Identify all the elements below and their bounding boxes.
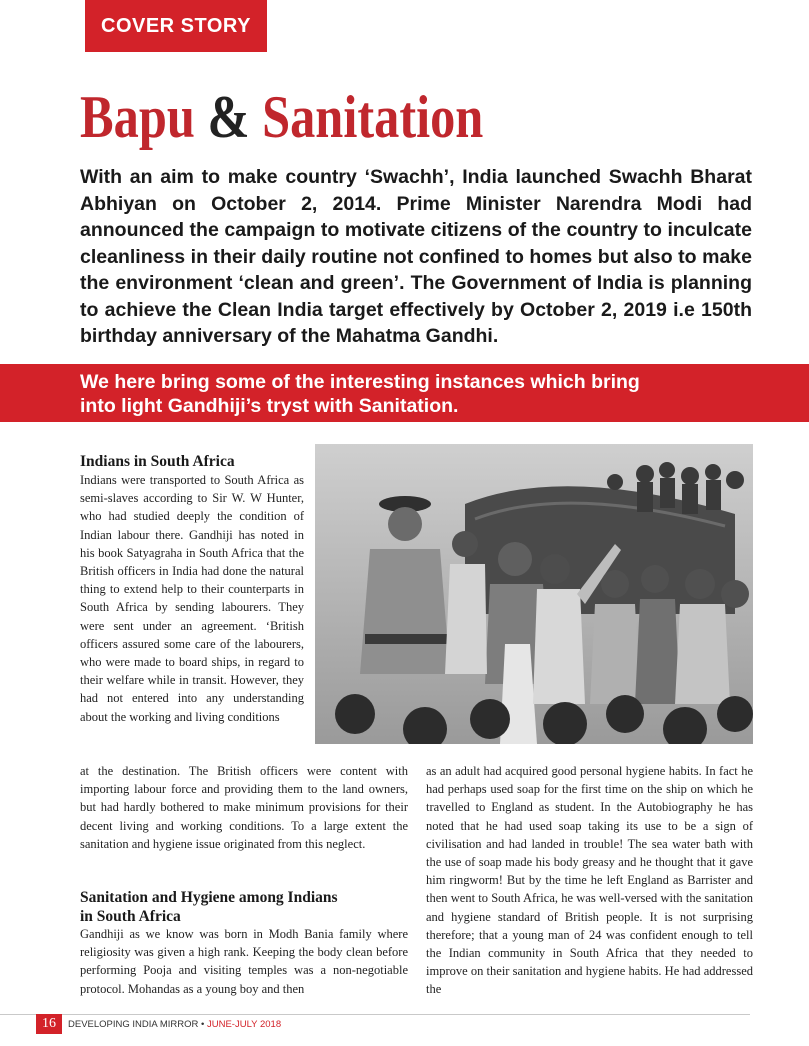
section-heading-sanitation: Sanitation and Hygiene among Indians in South Africa: [80, 889, 338, 925]
section-heading-indians: Indians in South Africa: [80, 453, 235, 470]
footer-publication: [68, 1019, 281, 1030]
section-tag: COVER STORY: [85, 0, 267, 52]
article-photo: [315, 444, 753, 744]
footer-rule: [0, 1014, 750, 1015]
section-body-indians: Indians were transported to South Africa as semi-slaves according to Sir W. W Hunter, who had studied deeply the condition of Indian labour there. Gandhiji has noted in his book Satyagraha in South Africa that the British officers in India had done the natural thing to extend help to their counterparts in South Africa by sending labourers. They were sent under an agreement. ‘British officers assured some care of the labourers, who were made to board ships, in regard to their welfare while in transit. However, they had not entered into any understanding about the working and living conditions: [80, 473, 304, 724]
highlight-band: [0, 364, 809, 422]
title-part-sanitation: Sanitation: [262, 84, 484, 150]
right-column-text: as an adult had acquired good personal hygiene habits. In fact he had perhaps used soap for the first time on the ship on which he travelled to England as student. In the Autobiography he has noted that he had used soap taking its use to be a sign of civilisation and had landed in trouble! The sea water bath with the use of soap made his body greasy and he thought that it gave him ringworm! But by the time he left England as Barrister and then went to South Africa, he was well-versed with the sanitation and hygiene standard of British people. It is not surprising therefore; that a young man of 24 was confident enough to tell the Indian community in South Africa that they needed to improve on their sanitation and hygiene habits. He had addressed the: [426, 764, 753, 997]
section-body-sanitation: Gandhiji as we know was born in Modh Bania family where religiosity was given a high rank. Keeping the body clean before performing Pooja and visiting temples was a non-negotiable protocol. Mohandas as a young boy and then: [80, 927, 408, 996]
article-title: [80, 82, 483, 152]
publication-name: DEVELOPING INDIA MIRROR: [68, 1019, 199, 1030]
lead-paragraph: With an aim to make country ‘Swachh’, India launched Swachh Bharat Abhiyan on October 2, 2014. Prime Minister Narendra Modi had announced the campaign to motivate citizens of the country to inculcate cleanliness in their daily routine not confined to homes but also to make the environment ‘clean and green’. The Government of India is planning to achieve the Clean India target effectively by October 2, 2019 i.e 150th birthday anniversary of the Mahatma Gandhi.: [80, 166, 752, 347]
gandhi-crowd-photo: [315, 444, 753, 744]
highlight-text: We here bring some of the interesting instances which bring into light Gandhiji’s tryst with Sanitation.: [80, 371, 640, 417]
footer-separator: •: [198, 1019, 207, 1030]
section-body-indians-cont: at the destination. The British officers were content with importing labour force and providing them to the land owners, but had hardly bothered to make minimum provisions for their decent living and working conditions. To a large extent the sanitation and hygiene issue originated from this neglect.: [80, 764, 408, 851]
title-part-bapu: Bapu: [80, 84, 195, 150]
page-number: 16: [36, 1014, 62, 1034]
title-ampersand: &: [207, 84, 250, 150]
issue-date: JUNE-JULY 2018: [207, 1019, 282, 1030]
